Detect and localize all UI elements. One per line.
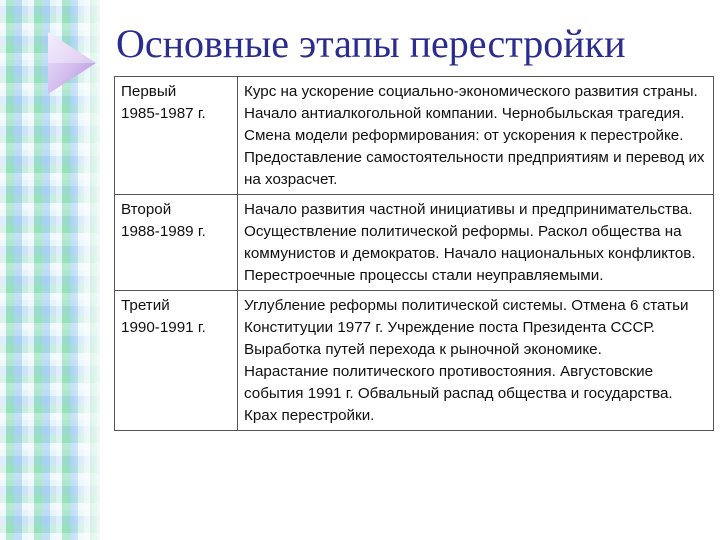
page-title: Основные этапы перестройки	[116, 21, 626, 66]
table-row	[115, 291, 714, 431]
stage-description	[238, 195, 714, 291]
play-arrow-icon	[46, 30, 98, 96]
description-paragraph: Смена модели реформирования: от ускорения к перестройке. Предоставление самостоятельности предприятиям и перевод их на хозрасчет.	[244, 127, 705, 188]
stage-name: Первый	[121, 83, 177, 100]
stage-name: Третий	[121, 297, 170, 314]
stage-description	[238, 77, 714, 195]
stage-cell	[115, 77, 238, 195]
stage-cell	[115, 291, 238, 431]
description-paragraph: Курс на ускорение социально-экономического развития страны. Начало антиалкогольной компании. Чернобыльская трагедия.	[244, 83, 698, 122]
stage-years: 1990-1991 г.	[121, 319, 206, 336]
description-paragraph: Углубление реформы политической системы. Отмена 6 статьи Конституции 1977 г. Учреждение поста Президента СССР. Выработка путей перехода к рыночной экономике.	[244, 297, 689, 358]
stage-years: 1985-1987 г.	[121, 105, 206, 122]
table-row	[115, 195, 714, 291]
stages-table	[114, 76, 714, 431]
stage-description	[238, 291, 714, 431]
stage-name: Второй	[121, 201, 172, 218]
description-paragraph: Начало развития частной инициативы и предпринимательства. Осуществление политической реформы. Раскол общества на коммунистов и демократов. Начало национальных конфликтов. Перестроечные процессы стали неуправляемыми.	[244, 201, 696, 284]
description-paragraph: Нарастание политического противостояния. Августовские события 1991 г. Обвальный распад общества и государства. Крах перестройки.	[244, 363, 673, 424]
table-row	[115, 77, 714, 195]
stage-years: 1988-1989 г.	[121, 223, 206, 240]
stage-cell	[115, 195, 238, 291]
